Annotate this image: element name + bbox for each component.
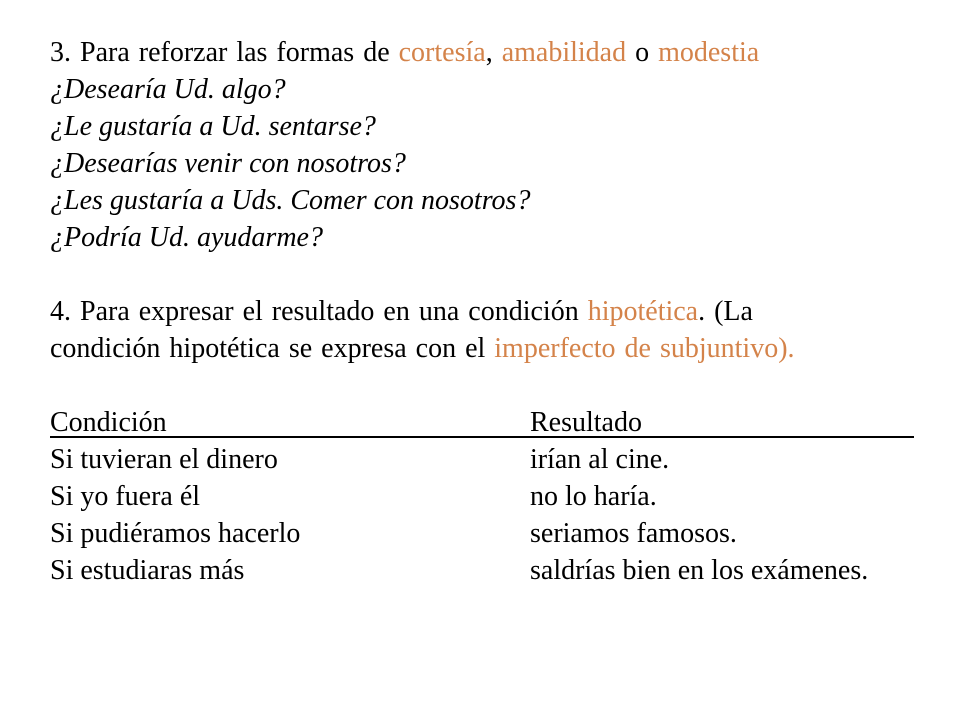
condition-cell: Si pudiéramos hacerlo — [50, 518, 301, 549]
header-condicion: Condición — [50, 407, 167, 438]
condition-cell: Si tuvieran el dinero — [50, 444, 278, 475]
header-underline — [50, 436, 914, 438]
example-line: ¿Les gustaría a Uds. Comer con nosotros? — [50, 185, 531, 216]
result-cell: seriamos famosos. — [530, 518, 737, 549]
example-line: ¿Podría Ud. ayudarme? — [50, 222, 323, 253]
condition-cell: Si estudiaras más — [50, 555, 245, 586]
spacer — [50, 367, 940, 404]
section-3-text-3: o — [626, 37, 659, 68]
highlight-modestia: modestia — [658, 37, 760, 68]
example-line: ¿Le gustaría a Ud. sentarse? — [50, 111, 376, 142]
highlight-hipotetica: hipotética — [587, 296, 699, 327]
condition-result-table — [50, 404, 916, 589]
section-4-text-2: . (La — [698, 296, 753, 327]
condition-cell: Si yo fuera él — [50, 481, 201, 512]
section-3-text-2: , — [485, 37, 502, 68]
highlight-cortesia: cortesía — [398, 37, 486, 68]
table-row — [50, 552, 916, 589]
header-resultado: Resultado — [530, 407, 642, 438]
section-3-heading — [50, 34, 940, 71]
example-line: ¿Desearías venir con nosotros? — [50, 148, 406, 179]
table-row — [50, 515, 916, 552]
section-4-heading-line-1 — [50, 293, 940, 330]
example-line: ¿Desearía Ud. algo? — [50, 74, 286, 105]
result-cell: no lo haría. — [530, 481, 657, 512]
table-row — [50, 441, 916, 478]
section-4-heading-line-2 — [50, 330, 940, 367]
table-header-row — [50, 404, 916, 441]
section-3-text-1: 3. Para reforzar las formas de — [50, 37, 399, 68]
result-cell: irían al cine. — [530, 444, 670, 475]
highlight-imperfecto-subjuntivo: imperfecto de subjuntivo). — [494, 333, 795, 364]
section-4-text-1: 4. Para expresar el resultado en una condición — [50, 296, 588, 327]
table-row — [50, 478, 916, 515]
highlight-amabilidad: amabilidad — [501, 37, 627, 68]
section-4-text-3: condición hipotética se expresa con el — [50, 333, 495, 364]
spacer — [50, 256, 940, 293]
slide-content — [50, 34, 940, 589]
result-cell: saldrías bien en los exámenes. — [530, 555, 869, 586]
